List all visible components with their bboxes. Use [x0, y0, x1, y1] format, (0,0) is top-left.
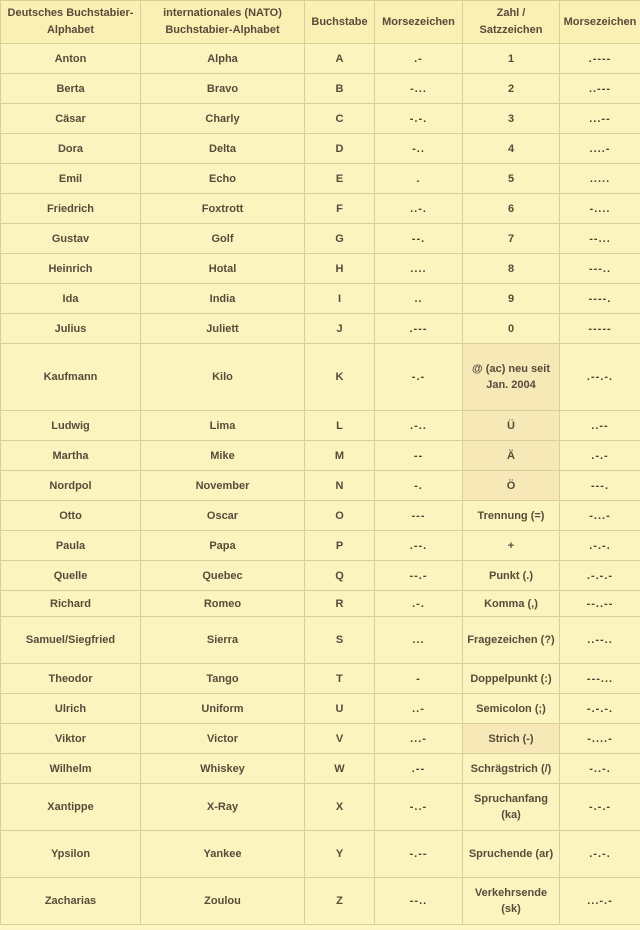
table-row: [1, 441, 640, 471]
letter-cell: O: [305, 501, 375, 531]
morse-cell: -.--: [375, 831, 463, 878]
nato-word-cell: Whiskey: [141, 754, 305, 784]
number-sign-cell: Doppelpunkt (:): [463, 664, 560, 694]
nato-word-cell: Quebec: [141, 561, 305, 591]
nato-word-cell: Juliett: [141, 314, 305, 344]
letter-cell: D: [305, 134, 375, 164]
morse2-cell: .----: [560, 44, 640, 74]
table-row: [1, 411, 640, 441]
german-word-cell: Berta: [1, 74, 141, 104]
morse2-cell: ----.: [560, 284, 640, 314]
german-word-cell: Samuel/Siegfried: [1, 617, 141, 664]
german-word-cell: Emil: [1, 164, 141, 194]
german-word-cell: Kaufmann: [1, 344, 141, 411]
number-sign-cell: Spruchende (ar): [463, 831, 560, 878]
letter-cell: H: [305, 254, 375, 284]
table-row: [1, 224, 640, 254]
morse-cell: --: [375, 441, 463, 471]
morse-cell: ..-.: [375, 194, 463, 224]
letter-cell: M: [305, 441, 375, 471]
number-sign-cell: @ (ac) neu seit Jan. 2004: [463, 344, 560, 411]
table-row: [1, 617, 640, 664]
number-sign-cell: 9: [463, 284, 560, 314]
table-row: [1, 104, 640, 134]
nato-word-cell: Zoulou: [141, 878, 305, 925]
number-sign-cell: 6: [463, 194, 560, 224]
morse2-cell: ....-: [560, 134, 640, 164]
german-word-cell: Wilhelm: [1, 754, 141, 784]
letter-cell: G: [305, 224, 375, 254]
number-sign-cell: 7: [463, 224, 560, 254]
table-row: [1, 878, 640, 925]
german-word-cell: Xantippe: [1, 784, 141, 831]
nato-word-cell: Uniform: [141, 694, 305, 724]
german-word-cell: Ypsilon: [1, 831, 141, 878]
morse-cell: .-: [375, 44, 463, 74]
morse2-cell: ---..: [560, 254, 640, 284]
german-word-cell: Cäsar: [1, 104, 141, 134]
letter-cell: P: [305, 531, 375, 561]
german-word-cell: Paula: [1, 531, 141, 561]
header-morse2: Morsezeichen: [560, 1, 640, 44]
table-row: [1, 831, 640, 878]
table-row: [1, 694, 640, 724]
number-sign-cell: 4: [463, 134, 560, 164]
morse2-cell: -..-.: [560, 754, 640, 784]
morse2-cell: ..--: [560, 411, 640, 441]
german-word-cell: Quelle: [1, 561, 141, 591]
letter-cell: S: [305, 617, 375, 664]
header-morse: Morsezeichen: [375, 1, 463, 44]
morse2-cell: ---.: [560, 471, 640, 501]
morse2-cell: -.-.-: [560, 784, 640, 831]
number-sign-cell: 8: [463, 254, 560, 284]
nato-word-cell: Papa: [141, 531, 305, 561]
table-row: [1, 314, 640, 344]
morse-cell: --.: [375, 224, 463, 254]
morse2-cell: -----: [560, 314, 640, 344]
header-letter: Buchstabe: [305, 1, 375, 44]
german-word-cell: Heinrich: [1, 254, 141, 284]
nato-word-cell: Charly: [141, 104, 305, 134]
table-row: [1, 591, 640, 617]
nato-word-cell: Yankee: [141, 831, 305, 878]
table-row: [1, 74, 640, 104]
morse2-cell: -....-: [560, 724, 640, 754]
morse-cell: .-..: [375, 411, 463, 441]
letter-cell: W: [305, 754, 375, 784]
header-de: Deutsches Buchstabier-Alphabet: [1, 1, 141, 44]
table-row: [1, 754, 640, 784]
morse-cell: -.-.: [375, 104, 463, 134]
morse-cell: -: [375, 664, 463, 694]
letter-cell: T: [305, 664, 375, 694]
number-sign-cell: Trennung (=): [463, 501, 560, 531]
german-word-cell: Richard: [1, 591, 141, 617]
morse-cell: -.: [375, 471, 463, 501]
nato-word-cell: Echo: [141, 164, 305, 194]
number-sign-cell: +: [463, 531, 560, 561]
morse-cell: .--.: [375, 531, 463, 561]
morse2-cell: -...-: [560, 501, 640, 531]
morse2-cell: .--.-.: [560, 344, 640, 411]
nato-word-cell: India: [141, 284, 305, 314]
header-nato: internationales (NATO) Buchstabier-Alphabet: [141, 1, 305, 44]
nato-word-cell: Sierra: [141, 617, 305, 664]
number-sign-cell: Ä: [463, 441, 560, 471]
nato-word-cell: Tango: [141, 664, 305, 694]
nato-word-cell: Kilo: [141, 344, 305, 411]
number-sign-cell: Ü: [463, 411, 560, 441]
german-word-cell: Ulrich: [1, 694, 141, 724]
table-row: [1, 561, 640, 591]
morse-cell: .---: [375, 314, 463, 344]
nato-word-cell: Romeo: [141, 591, 305, 617]
morse2-cell: --..--: [560, 591, 640, 617]
number-sign-cell: Verkehrsende (sk): [463, 878, 560, 925]
nato-word-cell: Lima: [141, 411, 305, 441]
letter-cell: V: [305, 724, 375, 754]
number-sign-cell: Punkt (.): [463, 561, 560, 591]
morse2-cell: .-.-.-: [560, 561, 640, 591]
number-sign-cell: Strich (-): [463, 724, 560, 754]
table-row: [1, 471, 640, 501]
nato-word-cell: November: [141, 471, 305, 501]
morse-cell: ....: [375, 254, 463, 284]
morse-cell: -..: [375, 134, 463, 164]
table-row: [1, 134, 640, 164]
german-word-cell: Dora: [1, 134, 141, 164]
table-row: [1, 194, 640, 224]
morse-cell: ..-: [375, 694, 463, 724]
letter-cell: E: [305, 164, 375, 194]
german-word-cell: Viktor: [1, 724, 141, 754]
header-zahl: Zahl / Satzzeichen: [463, 1, 560, 44]
morse-cell: --..: [375, 878, 463, 925]
morse2-cell: ...-.-: [560, 878, 640, 925]
nato-word-cell: Bravo: [141, 74, 305, 104]
german-word-cell: Nordpol: [1, 471, 141, 501]
letter-cell: R: [305, 591, 375, 617]
german-word-cell: Theodor: [1, 664, 141, 694]
number-sign-cell: Schrägstrich (/): [463, 754, 560, 784]
letter-cell: Z: [305, 878, 375, 925]
morse2-cell: ---...: [560, 664, 640, 694]
nato-word-cell: Mike: [141, 441, 305, 471]
number-sign-cell: 2: [463, 74, 560, 104]
letter-cell: C: [305, 104, 375, 134]
table-row: [1, 44, 640, 74]
number-sign-cell: 0: [463, 314, 560, 344]
letter-cell: A: [305, 44, 375, 74]
number-sign-cell: 3: [463, 104, 560, 134]
nato-word-cell: X-Ray: [141, 784, 305, 831]
nato-word-cell: Oscar: [141, 501, 305, 531]
morse2-cell: .-.-.: [560, 531, 640, 561]
letter-cell: I: [305, 284, 375, 314]
morse-cell: ..: [375, 284, 463, 314]
nato-word-cell: Foxtrott: [141, 194, 305, 224]
number-sign-cell: Fragezeichen (?): [463, 617, 560, 664]
german-word-cell: Otto: [1, 501, 141, 531]
number-sign-cell: 5: [463, 164, 560, 194]
german-word-cell: Martha: [1, 441, 141, 471]
nato-word-cell: Hotal: [141, 254, 305, 284]
table-row: [1, 724, 640, 754]
table-row: [1, 531, 640, 561]
german-word-cell: Ludwig: [1, 411, 141, 441]
letter-cell: B: [305, 74, 375, 104]
morse2-cell: ..--..: [560, 617, 640, 664]
morse2-cell: .....: [560, 164, 640, 194]
letter-cell: L: [305, 411, 375, 441]
german-word-cell: Gustav: [1, 224, 141, 254]
morse-cell: .: [375, 164, 463, 194]
nato-word-cell: Alpha: [141, 44, 305, 74]
letter-cell: K: [305, 344, 375, 411]
morse-cell: .-.: [375, 591, 463, 617]
letter-cell: X: [305, 784, 375, 831]
letter-cell: Q: [305, 561, 375, 591]
letter-cell: Y: [305, 831, 375, 878]
table-row: [1, 284, 640, 314]
morse-cell: ---: [375, 501, 463, 531]
german-word-cell: Anton: [1, 44, 141, 74]
table-row: [1, 164, 640, 194]
table-row: [1, 664, 640, 694]
morse2-cell: --...: [560, 224, 640, 254]
table-row: [1, 784, 640, 831]
letter-cell: J: [305, 314, 375, 344]
number-sign-cell: Semicolon (;): [463, 694, 560, 724]
morse-cell: -...: [375, 74, 463, 104]
morse-cell: .--: [375, 754, 463, 784]
nato-word-cell: Victor: [141, 724, 305, 754]
letter-cell: N: [305, 471, 375, 501]
morse2-cell: ..---: [560, 74, 640, 104]
german-word-cell: Zacharias: [1, 878, 141, 925]
nato-word-cell: Golf: [141, 224, 305, 254]
morse-cell: --.-: [375, 561, 463, 591]
table-row: [1, 501, 640, 531]
number-sign-cell: Ö: [463, 471, 560, 501]
number-sign-cell: 1: [463, 44, 560, 74]
german-word-cell: Friedrich: [1, 194, 141, 224]
table-row: [1, 254, 640, 284]
header-row: [1, 1, 640, 44]
letter-cell: F: [305, 194, 375, 224]
nato-word-cell: Delta: [141, 134, 305, 164]
table-row: [1, 344, 640, 411]
morse2-cell: -.-.-.: [560, 694, 640, 724]
morse-cell: ...-: [375, 724, 463, 754]
morse2-cell: ...--: [560, 104, 640, 134]
number-sign-cell: Komma (,): [463, 591, 560, 617]
morse-cell: ...: [375, 617, 463, 664]
german-word-cell: Ida: [1, 284, 141, 314]
morse2-cell: .-.-.: [560, 831, 640, 878]
number-sign-cell: Spruchanfang (ka): [463, 784, 560, 831]
letter-cell: U: [305, 694, 375, 724]
morse2-cell: .-.-: [560, 441, 640, 471]
morse2-cell: -....: [560, 194, 640, 224]
morse-cell: -.-: [375, 344, 463, 411]
morse-cell: -..-: [375, 784, 463, 831]
german-word-cell: Julius: [1, 314, 141, 344]
